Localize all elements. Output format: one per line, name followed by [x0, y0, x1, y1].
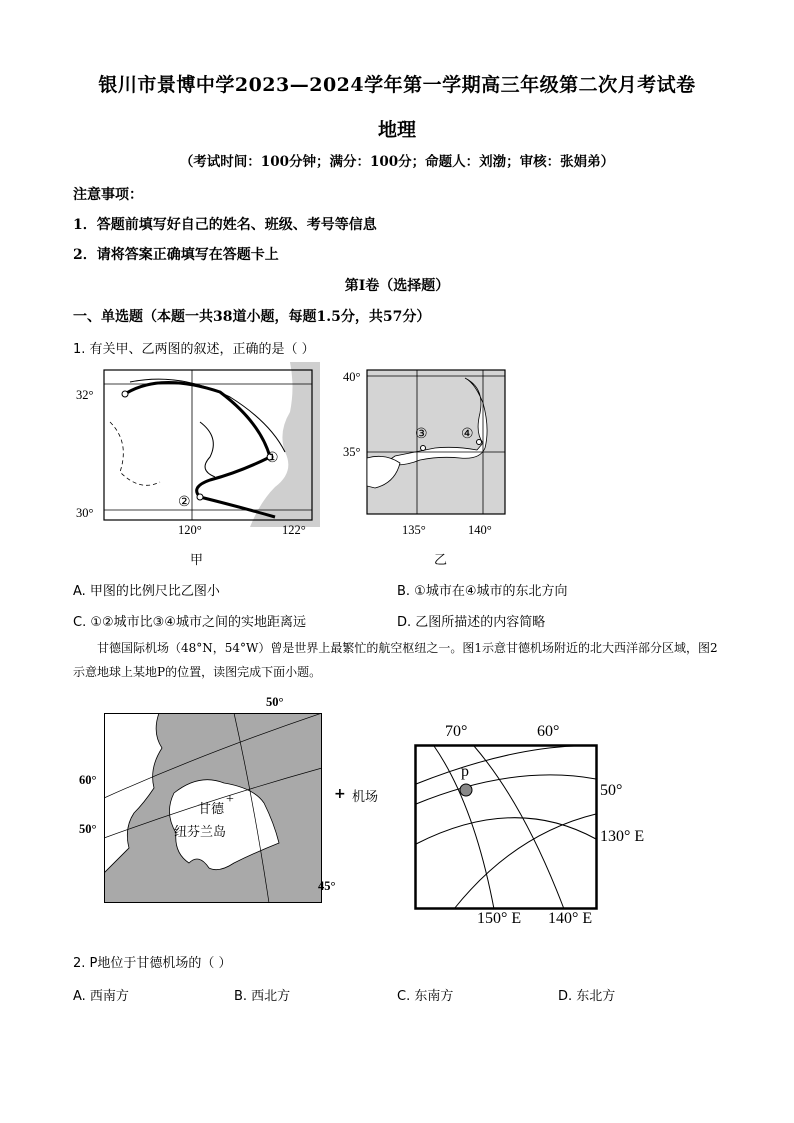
exam-title: 银川市景博中学2023—2024学年第一学期高三年级第二次月考试卷 [98, 74, 696, 96]
q1-option-b: B. ①城市在④城市的东北方向 [397, 584, 568, 599]
lon-label: 50° [266, 695, 284, 709]
note-item: 2．请将答案正确填写在答题卡上 [73, 247, 279, 263]
passage: 甘德国际机场（48°N，54°W）曾是世界上最繁忙的航空枢纽之一。图1示意甘德机场附近的北大西洋部分区域，图2示意地球上某地P的位置，读图完成下面小题。 [73, 641, 718, 679]
lon-label: 60° [537, 723, 560, 740]
legend-airport-icon: + [334, 786, 346, 802]
part-title: 一、单选题（本题一共38道小题，每题1.5分，共57分） [73, 309, 431, 325]
q2-stem: 2. P地位于甘德机场的（ ） [73, 956, 232, 971]
lat-label: 32° [76, 388, 94, 402]
map-marker-1: ① [266, 451, 279, 466]
lon-label: 70° [445, 723, 468, 740]
lon-label: 130° E [600, 828, 645, 845]
lon-label: 150° E [477, 910, 522, 927]
map-marker-3: ③ [415, 427, 428, 442]
q1-option-d: D. 乙图所描述的内容简略 [397, 615, 546, 630]
q1-option-a: A. 甲图的比例尺比乙图小 [73, 584, 220, 599]
lon-label: 120° [178, 523, 202, 537]
map-yi [365, 368, 507, 516]
lon-label: 140° [468, 523, 492, 537]
island-label: 纽芬兰岛 [174, 824, 227, 839]
figure-1-map [104, 713, 322, 903]
lon-label: 45° [318, 879, 336, 893]
note-item: 1．答题前填写好自己的姓名、班级、考号等信息 [73, 217, 377, 233]
map-jia [100, 362, 320, 527]
q2-option-d: D. 东北方 [558, 989, 616, 1004]
subject-title: 地理 [377, 119, 416, 141]
lat-label: 60° [79, 773, 97, 787]
point-p-label: p [461, 763, 469, 780]
notes-heading: 注意事项： [73, 187, 143, 203]
legend-airport-label: 机场 [352, 790, 379, 805]
section-title: 第Ⅰ卷（选择题） [344, 278, 450, 294]
exam-info: （考试时间：100分钟；满分：100分；命题人：刘渤；审核：张娟弟） [179, 154, 615, 170]
city-label: 甘德 [198, 801, 225, 816]
map-marker-4: ④ [461, 427, 474, 442]
lat-label: 40° [343, 370, 361, 384]
map-marker-2: ② [178, 495, 191, 510]
map-caption: 甲 [190, 553, 204, 568]
map-caption: 乙 [434, 553, 448, 568]
lat-label: 35° [343, 445, 361, 459]
q1-option-c: C. ①②城市比③④城市之间的实地距离远 [73, 615, 306, 630]
q2-option-a: A. 西南方 [73, 989, 129, 1004]
figure-2-graticule [414, 744, 598, 910]
q1-stem: 1. 有关甲、乙两图的叙述，正确的是（ ） [73, 342, 315, 357]
lat-label: 30° [76, 506, 94, 520]
lon-label: 122° [282, 523, 306, 537]
lat-label: 50° [79, 822, 97, 836]
airport-icon: + [226, 792, 234, 807]
q2-option-b: B. 西北方 [234, 989, 291, 1004]
lon-label: 135° [402, 523, 426, 537]
lon-label: 140° E [548, 910, 593, 927]
lat-label: 50° [600, 782, 623, 799]
q2-option-c: C. 东南方 [397, 989, 454, 1004]
